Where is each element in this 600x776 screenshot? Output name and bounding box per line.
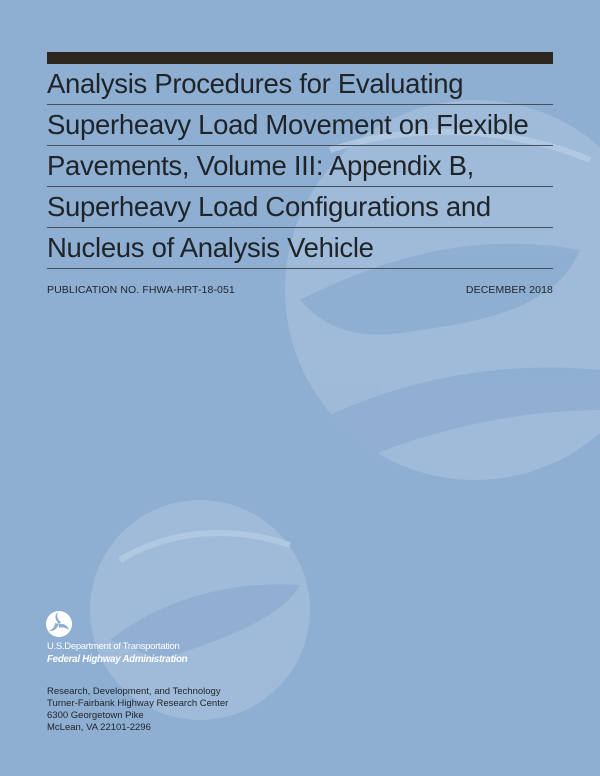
address-block	[47, 686, 228, 734]
title-line: Analysis Procedures for Evaluating	[47, 64, 553, 105]
department-name: U.S.Department of Transportation	[47, 641, 180, 652]
document-title	[47, 64, 553, 269]
title-line: Superheavy Load Configurations and	[47, 187, 553, 228]
address-line: Turner-Fairbank Highway Research Center	[47, 698, 229, 709]
title-line: Superheavy Load Movement on Flexible	[47, 105, 553, 146]
title-top-bar	[47, 52, 553, 64]
publication-date: DECEMBER 2018	[465, 284, 553, 296]
publication-info-row	[47, 284, 553, 296]
agency-block	[47, 641, 187, 665]
administration-name: Federal Highway Administration	[47, 654, 188, 665]
title-line: Nucleus of Analysis Vehicle	[47, 228, 553, 269]
address-line: Research, Development, and Technology	[47, 686, 221, 697]
address-line: 6300 Georgetown Pike	[47, 710, 144, 721]
address-line: McLean, VA 22101-2296	[47, 722, 151, 733]
dot-triskelion-icon	[45, 610, 73, 638]
title-line: Pavements, Volume III: Appendix B,	[47, 146, 553, 187]
publication-number: PUBLICATION NO. FHWA-HRT-18-051	[47, 284, 235, 296]
